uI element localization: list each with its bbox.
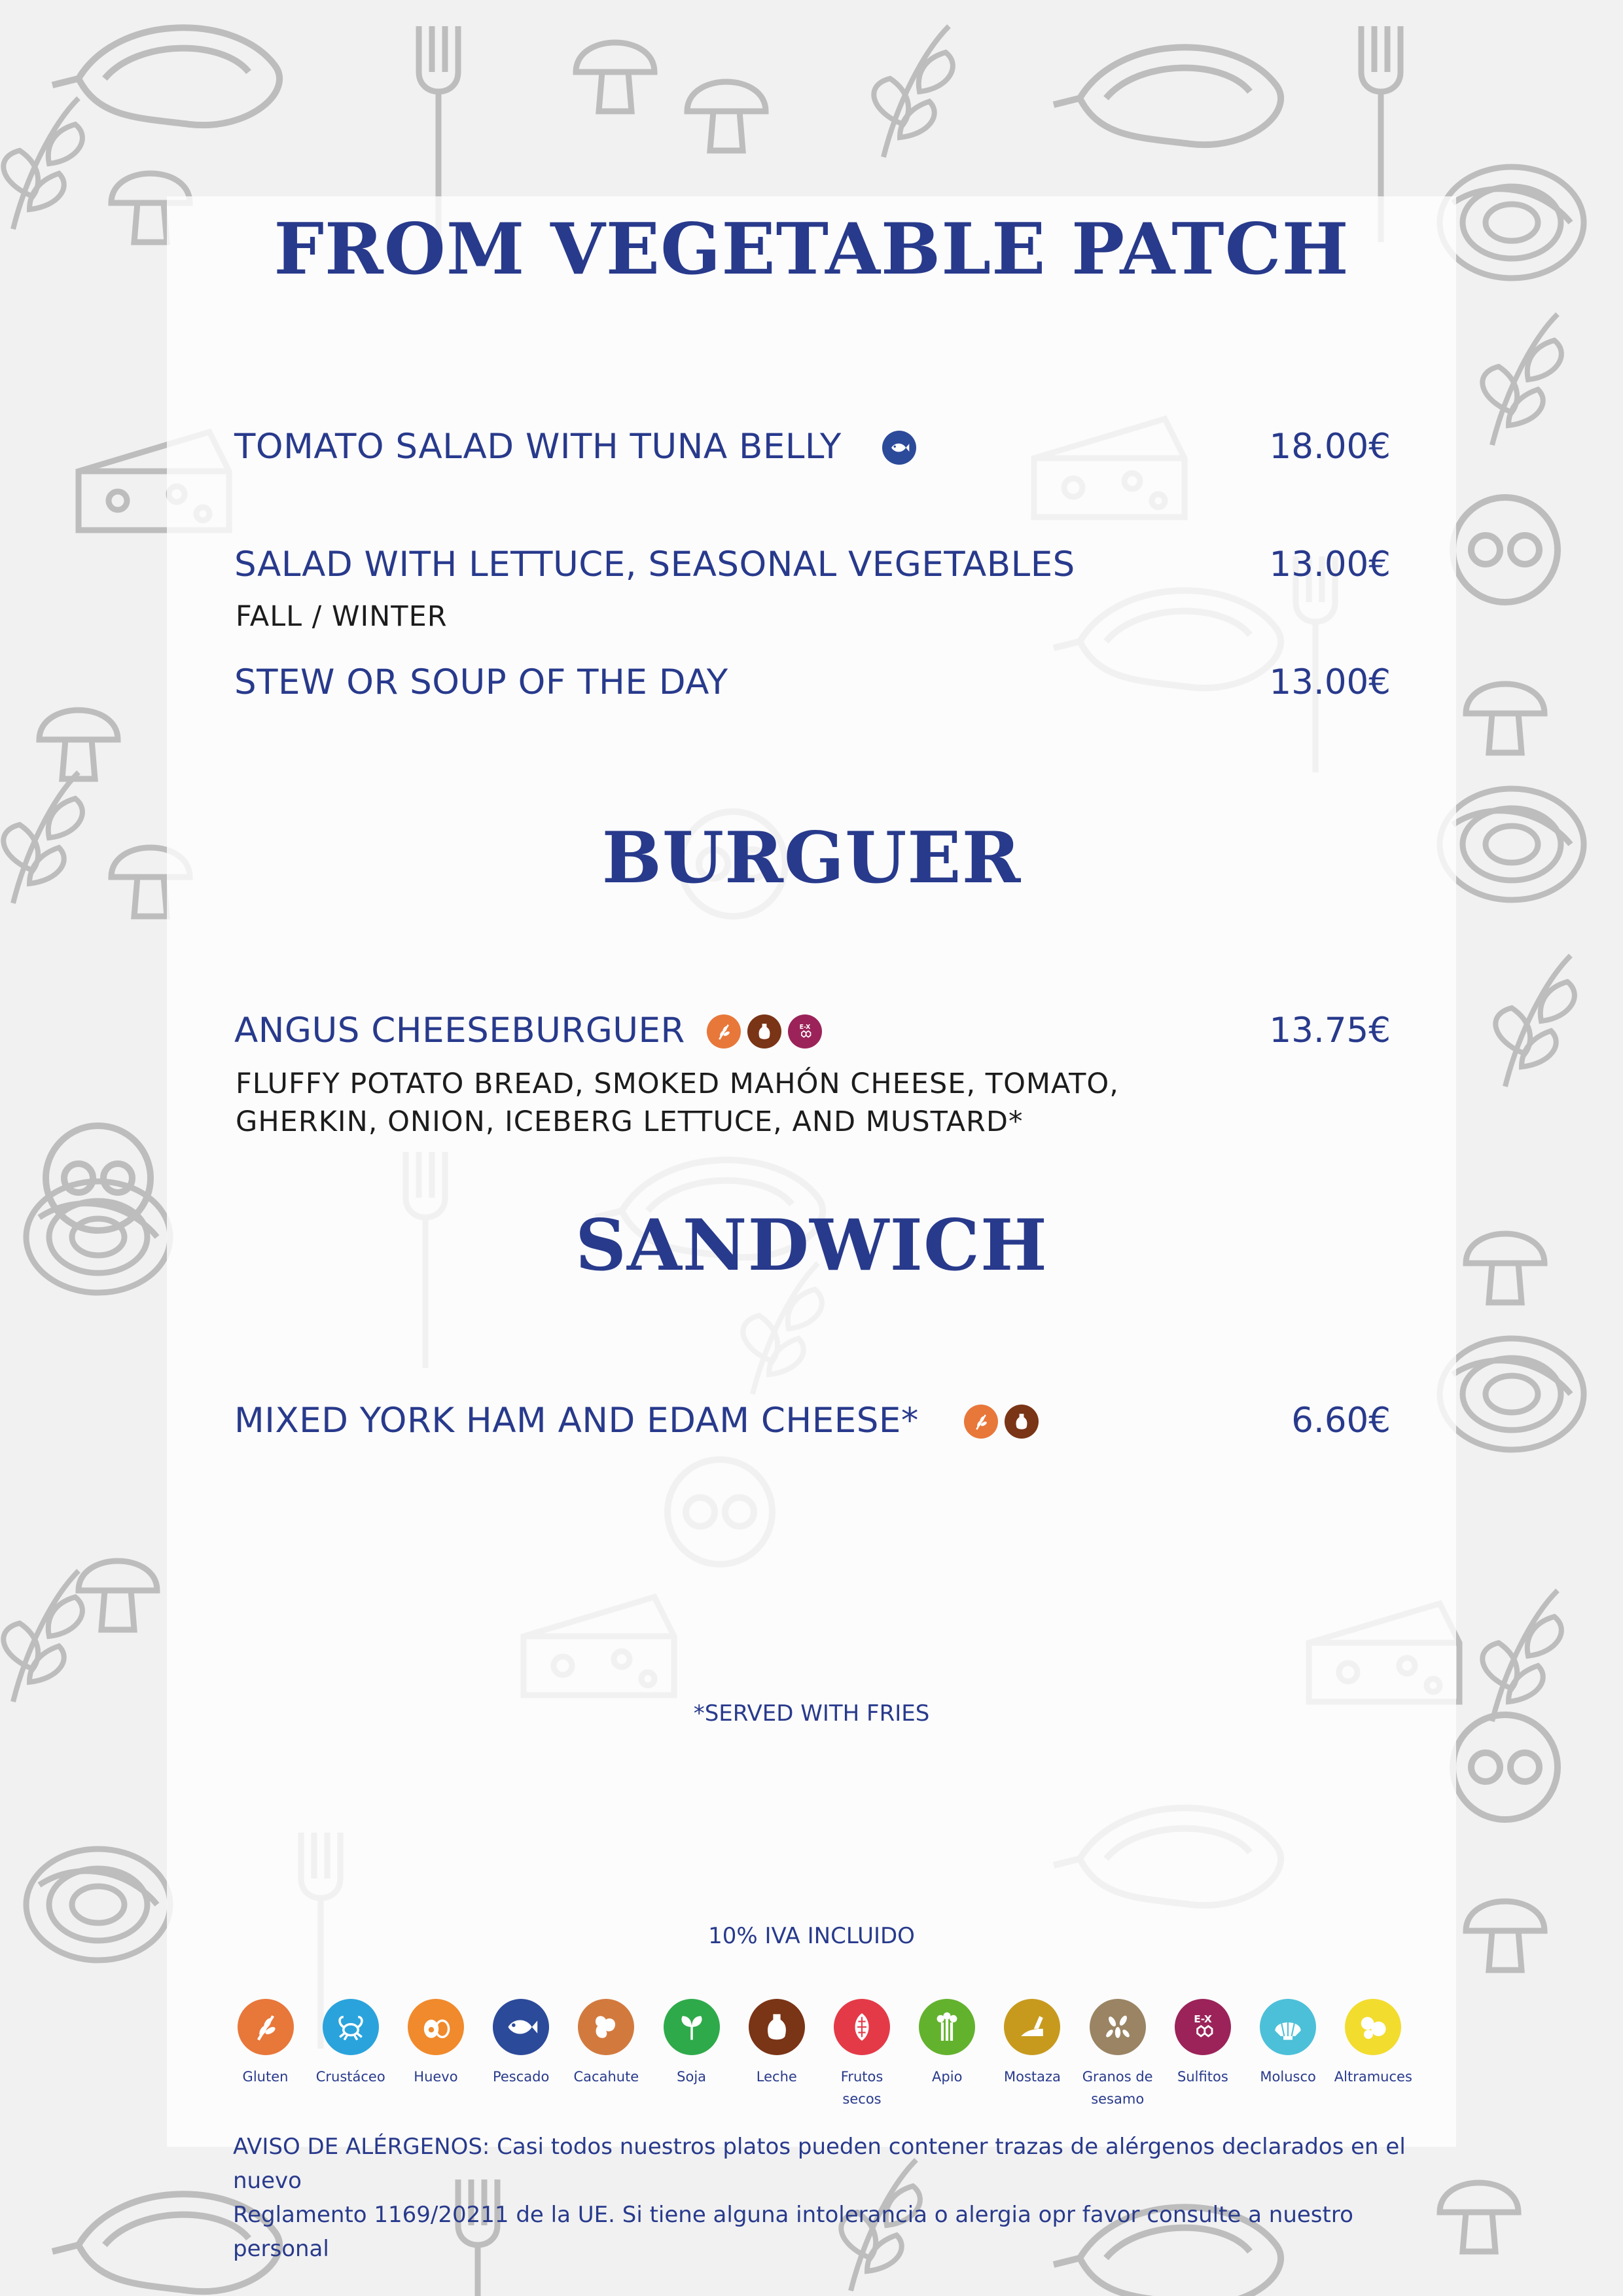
legend-label: Apio [932, 2069, 963, 2085]
allergen-icons-mixed-york-ham [964, 1405, 1039, 1440]
legend-item-sulfitos [1161, 1999, 1244, 2110]
legend-item-pescado [480, 1999, 563, 2110]
nuts-icon [834, 1999, 890, 2055]
milk-icon [1005, 1405, 1039, 1439]
allergen-legend [224, 1999, 1415, 2110]
legend-label: Altramuces [1334, 2069, 1412, 2085]
legend-label: Frutos secos [840, 2069, 883, 2107]
peanut-icon [578, 1999, 634, 2055]
sulphites-icon [788, 1014, 822, 1049]
legend-label: Sulfitos [1177, 2069, 1228, 2085]
gluten-icon [707, 1014, 741, 1049]
legend-item-huevo [394, 1999, 477, 2110]
crustacean-icon [323, 1999, 379, 2055]
legend-label: Soja [677, 2069, 707, 2085]
legend-item-leche [735, 1999, 818, 2110]
legend-item-granos-de-sesamo [1076, 1999, 1159, 2110]
legend-label: Huevo [414, 2069, 458, 2085]
dish-price-tomato-salad: 18.00€ [1269, 427, 1391, 467]
gluten-icon [238, 1999, 294, 2055]
celery-icon [919, 1999, 975, 2055]
legend-label: Molusco [1260, 2069, 1316, 2085]
milk-icon [749, 1999, 805, 2055]
dish-price-stew-soup: 13.00€ [1269, 662, 1391, 702]
lupin-icon [1345, 1999, 1401, 2055]
dish-name-stew-soup: STEW OR SOUP OF THE DAY [234, 662, 728, 702]
mustard-icon [1004, 1999, 1060, 2055]
allergen-icons-tomato-salad [882, 431, 916, 466]
legend-item-mostaza [991, 1999, 1074, 2110]
fish-icon [493, 1999, 549, 2055]
legend-label: Gluten [242, 2069, 289, 2085]
dish-description-line-2: GHERKIN, ONION, ICEBERG LETTUCE, AND MUSTARD* [236, 1105, 1024, 1138]
mollusc-icon [1260, 1999, 1316, 2055]
legend-label: Crustáceo [315, 2069, 385, 2085]
legend-item-apio [906, 1999, 989, 2110]
egg-icon [408, 1999, 464, 2055]
legend-label: Leche [756, 2069, 797, 2085]
svg-text:E-X: E-X [799, 1023, 811, 1031]
dish-name-seasonal-salad: SALAD WITH LETTUCE, SEASONAL VEGETABLES [234, 545, 1075, 584]
legend-item-altramuces [1332, 1999, 1415, 2110]
sulphites-icon [1175, 1999, 1231, 2055]
section-title-vegetable-patch: FROM VEGETABLE PATCH [274, 208, 1349, 291]
section-title-burguer: BURGUER [601, 817, 1022, 899]
dish-description-line-1: FLUFFY POTATO BREAD, SMOKED MAHÓN CHEESE, TOMATO, [236, 1067, 1119, 1100]
allergen-warning [233, 2130, 1450, 2266]
section-title-sandwich: SANDWICH [575, 1204, 1048, 1287]
svg-text:E-X: E-X [1194, 2013, 1212, 2025]
gluten-icon [964, 1405, 998, 1439]
allergen-warning-line-2: Reglamento 1169/20211 de la UE. Si tiene alguna intolerancia o alergia opr favor consulte a nuestro personal [233, 2202, 1353, 2262]
fish-icon [882, 431, 916, 465]
legend-label: Pescado [492, 2069, 550, 2085]
soy-icon [664, 1999, 720, 2055]
milk-icon [747, 1014, 781, 1049]
legend-label: Mostaza [1004, 2069, 1061, 2085]
legend-label: Granos de sesamo [1082, 2069, 1153, 2107]
footnote-served-with-fries: *SERVED WITH FRIES [693, 1700, 930, 1727]
dish-name-mixed-york-ham: MIXED YORK HAM AND EDAM CHEESE* [234, 1401, 919, 1441]
dish-note-seasonal-salad: FALL / WINTER [236, 600, 448, 633]
dish-name-angus-cheeseburguer: ANGUS CHEESEBURGUER [234, 1011, 685, 1050]
legend-item-cacahute [565, 1999, 648, 2110]
legend-item-gluten [224, 1999, 307, 2110]
dish-price-mixed-york-ham: 6.60€ [1291, 1401, 1391, 1441]
dish-name-tomato-salad: TOMATO SALAD WITH TUNA BELLY [234, 427, 842, 467]
allergen-icons-angus-cheeseburguer [707, 1014, 822, 1050]
legend-item-soja [650, 1999, 733, 2110]
legend-item-molusco [1247, 1999, 1330, 2110]
sesame-icon [1090, 1999, 1146, 2055]
legend-item-frutos-secos [821, 1999, 904, 2110]
dish-price-seasonal-salad: 13.00€ [1269, 545, 1391, 584]
allergen-warning-line-1: AVISO DE ALÉRGENOS: Casi todos nuestros platos pueden contener trazas de alérgenos declarados en el nuevo [233, 2134, 1406, 2194]
legend-label: Cacahute [573, 2069, 639, 2085]
dish-price-angus-cheeseburguer: 13.75€ [1269, 1011, 1391, 1050]
tax-note: 10% IVA INCLUIDO [708, 1923, 915, 1949]
legend-item-crustaceo [309, 1999, 392, 2110]
